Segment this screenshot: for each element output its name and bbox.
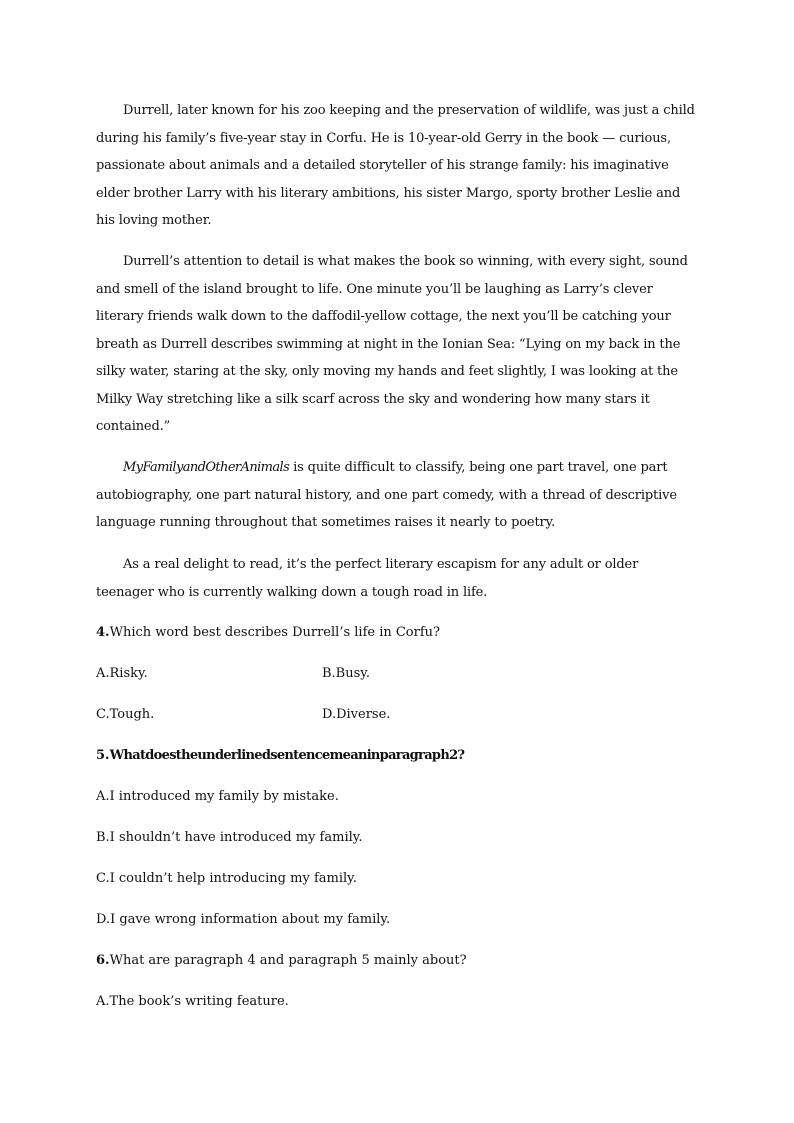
- question-4-option-c[interactable]: C.Tough.: [96, 707, 155, 722]
- passage-paragraph-3: [96, 454, 696, 537]
- question-6-number: 6.: [96, 953, 110, 968]
- question-6-option-a[interactable]: A.The book’s writing feature.: [96, 994, 289, 1009]
- question-4: [96, 624, 440, 642]
- question-4-number: 4.: [96, 625, 110, 640]
- paragraph-1-text: Durrell, later known for his zoo keeping and the preservation of wildlife, was just a child during his family’s five-year stay in Corfu. He is 10-year-old Gerry in the book — curious, passionate about animals and a detailed storyteller of his strange family: his imaginative elder brother Larry with his literary ambitions, his sister Margo, sporty brother Leslie and his loving mother.: [96, 103, 695, 228]
- paragraph-4-text: As a real delight to read, it’s the perfect literary escapism for any adult or older teenager who is currently walking down a tough road in life.: [96, 557, 639, 600]
- question-5-text: Whatdoestheunderlinedsentencemeaninparagraph2?: [109, 748, 465, 763]
- question-5-option-b[interactable]: B.I shouldn’t have introduced my family.: [96, 830, 363, 845]
- question-4-option-b[interactable]: B.Busy.: [322, 666, 371, 681]
- paragraph-3-text: is quite difficult to classify, being one part travel, one part autobiography, one part natural history, and one part comedy, with a thread of descriptive language running throughout that sometimes raises it nearly to poetry.: [96, 460, 677, 530]
- question-5-option-c[interactable]: C.I couldn’t help introducing my family.: [96, 871, 357, 886]
- question-5-option-a[interactable]: A.I introduced my family by mistake.: [96, 789, 339, 804]
- question-4-option-d[interactable]: D.Diverse.: [322, 707, 391, 722]
- question-5-option-d[interactable]: D.I gave wrong information about my family.: [96, 912, 391, 927]
- passage-paragraph-2: [96, 248, 696, 441]
- question-6: [96, 952, 467, 970]
- question-4-text: Which word best describes Durrell’s life in Corfu?: [109, 625, 441, 640]
- passage-paragraph-1: [96, 97, 696, 235]
- question-4-option-a[interactable]: A.Risky.: [96, 666, 148, 681]
- paragraph-2-text: Durrell’s attention to detail is what makes the book so winning, with every sight, sound and smell of the island brought to life. One minute you’ll be laughing as Larry’s clever literary friends walk down to the daffodil-yellow cottage, the next you’ll be catching your breath as Durrell describes swimming at night in the Ionian Sea: “Lying on my back in the silky water, staring at the sky, only moving my hands and feet slightly, I was looking at the Milky Way stretching like a silk scarf across the sky and wondering how many stars it contained.”: [96, 254, 688, 434]
- passage-paragraph-4: [96, 551, 696, 606]
- question-6-text: What are paragraph 4 and paragraph 5 mainly about?: [109, 953, 467, 968]
- book-title: MyFamilyandOtherAnimals: [123, 460, 290, 475]
- question-5: [96, 747, 464, 765]
- question-5-number: 5.: [96, 748, 110, 763]
